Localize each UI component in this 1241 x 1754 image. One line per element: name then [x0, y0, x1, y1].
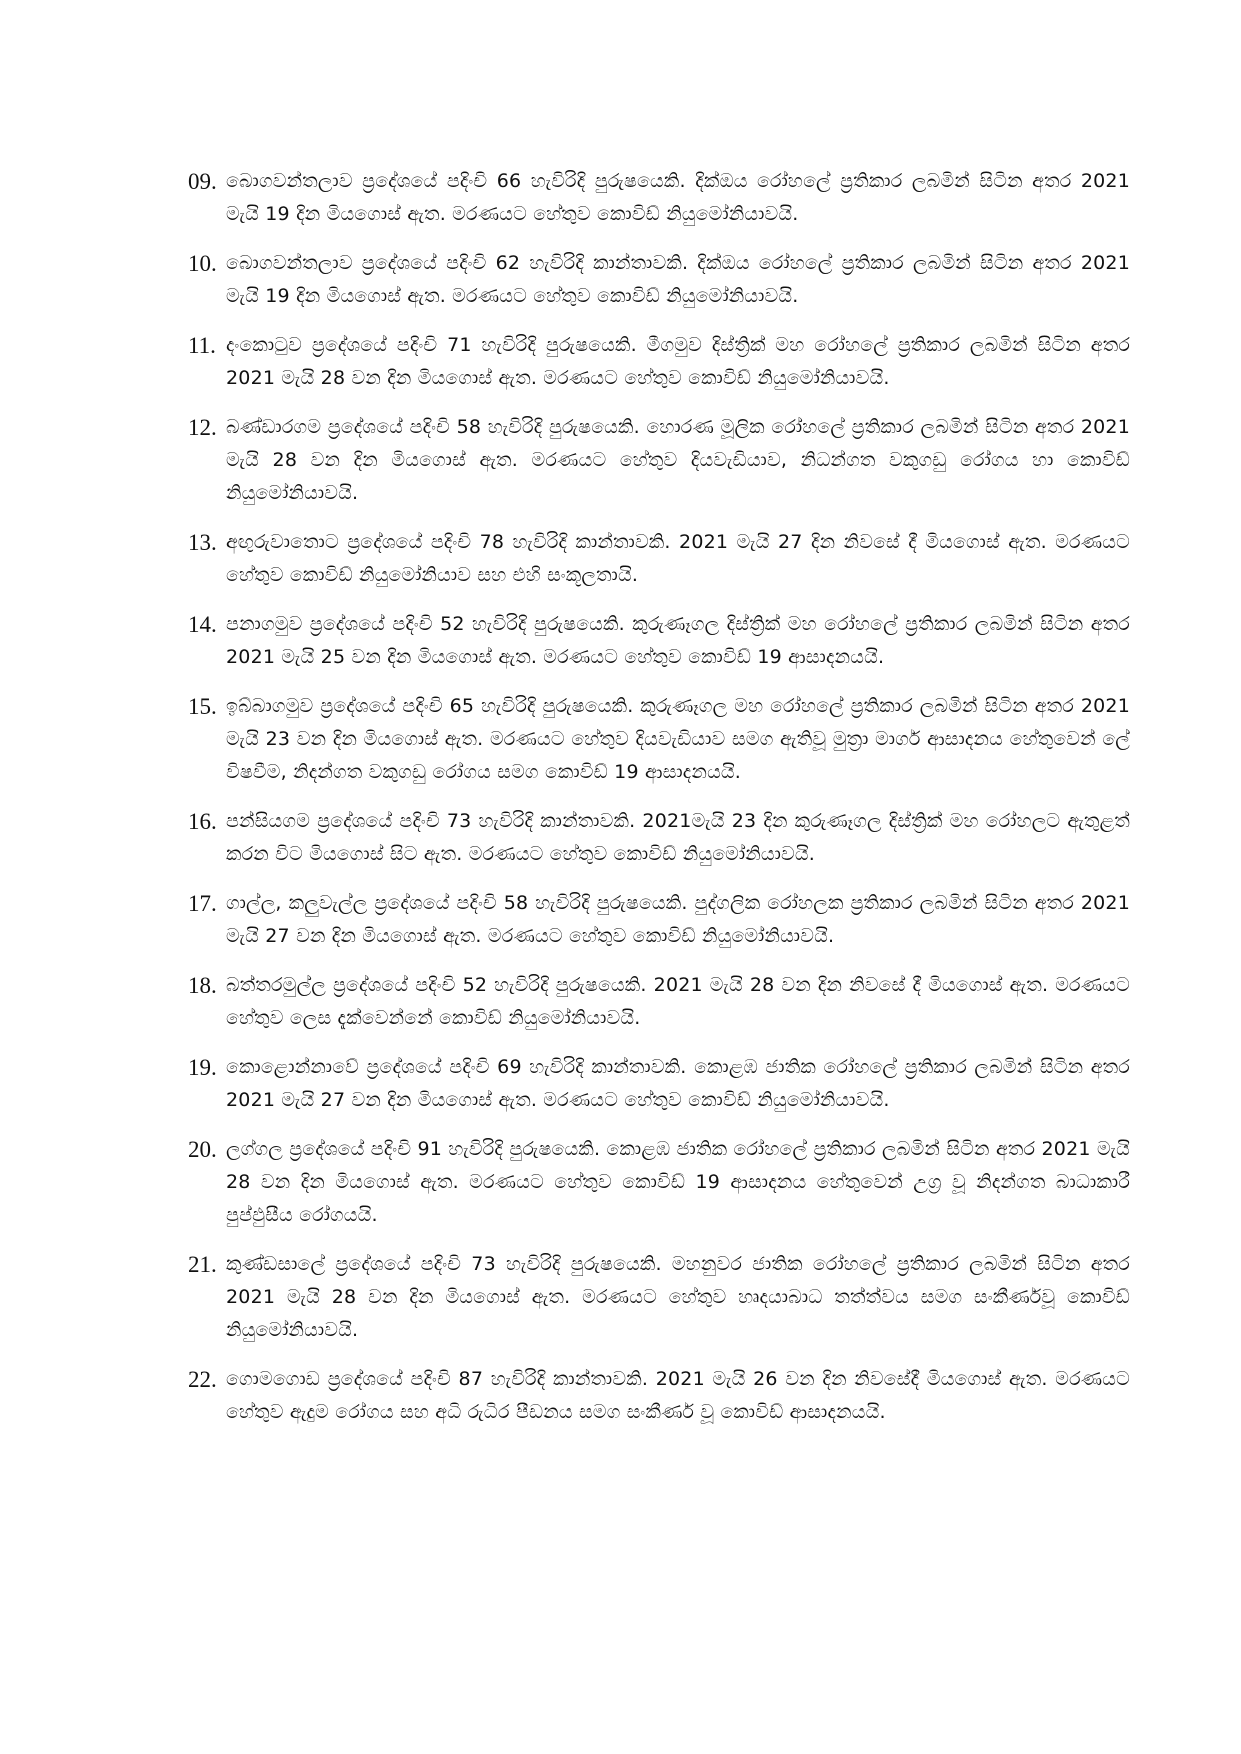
- item-text: බත්තරමුල්ල ප්‍රදේශයේ පදිංචි 52 හැවිරිදි පුරුෂයෙකි. 2021 මැයි 28 වන දින නිවසේ දී මියගොස් ඇත. මරණයට හේතුව ලෙස දැක්වෙන්නේ කොවිඩ් නියුමෝනියාවයි.: [226, 974, 1130, 1029]
- item-text: ගොමගොඩ ප්‍රදේශයේ පදිංචි 87 හැවිරිදි කාන්තාවකි. 2021 මැයි 26 වන දින නිවසේදී මියගොස් ඇත. මරණයට හේතුව ඇදුම රෝගය සහ අධි රුධිර පීඩනය සමග සංකීර්ණ වූ කොවිඩ් ආසාදනයයි.: [226, 1368, 1130, 1423]
- item-text: ගාල්ල, කලුවැල්ල ප්‍රදේශයේ පදිංචි 58 හැවිරිදි පුරුෂයෙකි. පුද්ගලික රෝහලක ප්‍රතිකාර ලබමින් සිටින අතර 2021 මැයි 27 වන දින මියගොස් ඇත. මරණයට හේතුව කොවිඩ් නියුමෝනියාවයි.: [226, 892, 1130, 947]
- list-item: [188, 690, 1130, 789]
- item-text: දංකොටුව ප්‍රදේශයේ පදිංචි 71 හැවිරිදි පුරුෂයෙකි. මීගමුව දිස්ත්‍රික් මහ රෝහලේ ප්‍රතිකාර ලබමින් සිටින අතර 2021 මැයි 28 වන දින මියගොස් ඇත. මරණයට හේතුව කොවිඩ් නියුමෝනියාවයි.: [226, 334, 1130, 389]
- list-item: [188, 1248, 1130, 1347]
- item-number: 17.: [188, 891, 217, 916]
- list-item: [188, 1051, 1130, 1117]
- item-text: ඉබ්බාගමුව ප්‍රදේශයේ පදිංචි 65 හැවිරිදි පුරුෂයෙකි. කුරුණෑගල මහ රෝහලේ ප්‍රතිකාර ලබමින් සිටින අතර 2021 මැයි 23 වන දින මියගොස් ඇත. මරණයට හේතුව දියවැඩියාව සමග ඇතිවූ මුත්‍රා මාර්ග ආසාදනය හේතුවෙන් ලේ විෂවීම, නිදන්ගත වකුගඩු රෝගය සමග කොවිඩ් 19 ආසාදනයයි.: [226, 695, 1130, 783]
- item-number: 13.: [188, 530, 217, 555]
- item-text: පනාගමුව ප්‍රදේශයේ පදිංචි 52 හැවිරිදි පුරුෂයෙකි. කුරුණෑගල දිස්ත්‍රික් මහ රෝහලේ ප්‍රතිකාර ලබමින් සිටින අතර 2021 මැයි 25 වන දින මියගොස් ඇත. මරණයට හේතුව කොවිඩ් 19 ආසාදනයයි.: [226, 613, 1130, 668]
- item-text: බොගවන්තලාව ප්‍රදේශයේ පදිංචි 66 හැවිරිදි පුරුෂයෙකි. දික්ඔය රෝහලේ ප්‍රතිකාර ලබමින් සිටින අතර 2021 මැයි 19 දින මියගොස් ඇත. මරණයට හේතුව කොවිඩ් නියුමෝනියාවයි.: [226, 170, 1130, 225]
- item-number: 16.: [188, 809, 217, 834]
- item-number: 12.: [188, 415, 217, 440]
- list-item: [188, 969, 1130, 1035]
- item-number: 20.: [188, 1137, 217, 1162]
- item-number: 14.: [188, 612, 217, 637]
- item-text: පන්සියගම ප්‍රදේශයේ පදිංචි 73 හැවිරිදි කාන්තාවකි. 2021මැයි 23 දින කුරුණෑගල දිස්ත්‍රික් මහ රෝහලට ඇතුළත් කරන විට මියගොස් සිට ඇත. මරණයට හේතුව කොවිඩ් නියුමෝනියාවයි.: [226, 810, 1130, 865]
- item-number: 19.: [188, 1055, 217, 1080]
- item-number: 21.: [188, 1252, 217, 1277]
- list-item: [188, 411, 1130, 510]
- list-item: [188, 247, 1130, 313]
- item-text: කුණ්ඩසාලේ ප්‍රදේශයේ පදිංචි 73 හැවිරිදි පුරුෂයෙකි. මහනුවර ජාතික රෝහලේ ප්‍රතිකාර ලබමින් සිටින අතර 2021 මැයි 28 වන දින මියගොස් ඇත. මරණයට හේතුව හෘදයාබාධ තත්ත්වය සමග සංකීර්ණවූ කොවිඩ් නියුමෝනියාවයි.: [226, 1253, 1130, 1341]
- item-text: කොළොන්නාවේ ප්‍රදේශයේ පදිංචි 69 හැවිරිදි කාන්තාවකි. කොළඹ ජාතික රෝහලේ ප්‍රතිකාර ලබමින් සිටින අතර 2021 මැයි 27 වන දින මියගොස් ඇත. මරණයට හේතුව කොවිඩ් නියුමෝනියාවයි.: [226, 1056, 1130, 1111]
- item-number: 22.: [188, 1367, 217, 1392]
- item-number: 15.: [188, 694, 217, 719]
- item-text: ලග්ගල ප්‍රදේශයේ පදිංචි 91 හැවිරිදි පුරුෂයෙකි. කොළඹ ජාතික රෝහලේ ප්‍රතිකාර ලබමින් සිටින අතර 2021 මැයි 28 වන දින මියගොස් ඇත. මරණයට හේතුව කොවිඩ් 19 ආසාදනය හේතුවෙන් උග්‍ර වූ නිදන්ගත බාධාකාරී පුප්ඵුසීය රෝගයයි.: [226, 1138, 1130, 1226]
- list-item: [188, 805, 1130, 871]
- list-item: [188, 1133, 1130, 1232]
- list-item: [188, 165, 1130, 231]
- item-text: බණ්ඩාරගම ප්‍රදේශයේ පදිංචි 58 හැවිරිදි පුරුෂයෙකි. හොරණ මූලික රෝහලේ ප්‍රතිකාර ලබමින් සිටින අතර 2021 මැයි 28 වන දින මියගොස් ඇත. මරණයට හේතුව දියවැඩියාව, නිධන්ගත වකුගඩු රෝගය හා කොවිඩ් නියුමෝනියාවයි.: [226, 416, 1130, 504]
- item-number: 18.: [188, 973, 217, 998]
- list-item: [188, 1363, 1130, 1429]
- item-text: අඟුරුවාතොට ප්‍රදේශයේ පදිංචි 78 හැවිරිදි කාන්තාවකි. 2021 මැයි 27 දින නිවසේ දී මියගොස් ඇත. මරණයට හේතුව කොවිඩ් නියුමෝනියාව සහ එහි සංකූලතායි.: [226, 531, 1130, 586]
- list-item: [188, 608, 1130, 674]
- item-text: බොගවන්තලාව ප්‍රදේශයේ පදිංචි 62 හැවිරිදි කාන්තාවකි. දික්ඔය රෝහලේ ප්‍රතිකාර ලබමින් සිටින අතර 2021 මැයි 19 දින මියගොස් ඇත. මරණයට හේතුව කොවිඩ් නියුමෝනියාවයි.: [226, 252, 1130, 307]
- list-item: [188, 329, 1130, 395]
- list-item: [188, 887, 1130, 953]
- item-number: 10.: [188, 251, 217, 276]
- list-item: [188, 526, 1130, 592]
- item-number: 09.: [188, 169, 217, 194]
- item-number: 11.: [188, 333, 216, 358]
